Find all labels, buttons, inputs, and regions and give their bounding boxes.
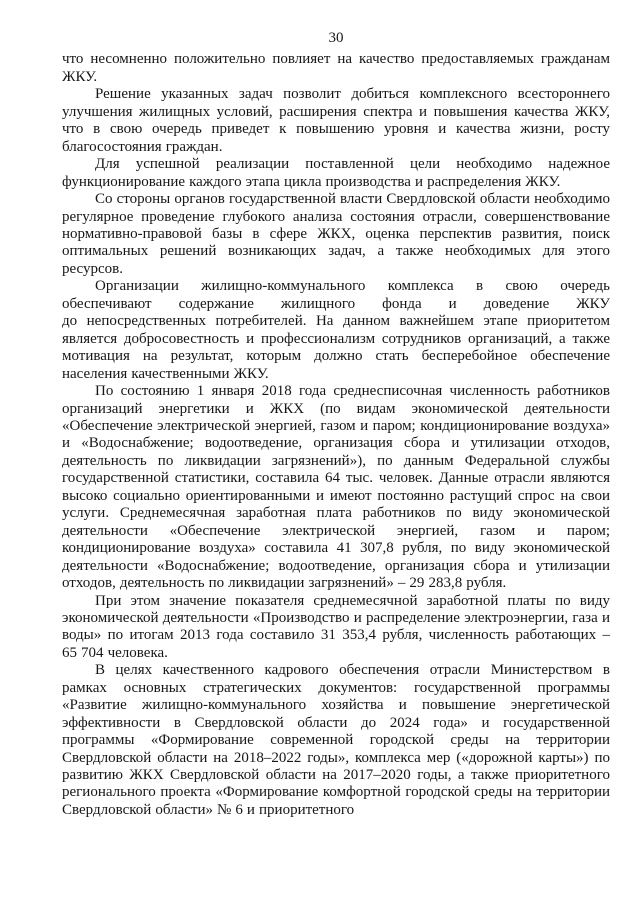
paragraph: Решение указанных задач позволит добиться комплексного всестороннего улучшения жилищных условий, расширения спектра и повышения качества ЖКУ, что в свою очередь приведет к повышению уровня и качества жизни, росту благосостояния граждан. <box>62 86 610 155</box>
paragraph: В целях качественного кадрового обеспечения отрасли Министерством в рамках основных стратегических документов: государственной программы «Развитие жилищно-коммунального хозяйства и повышение энергетической эффективности в Свердловской области до 2024 года» и государственной программы «Формирование современной городской среды на территории Свердловской области на 2018–2022 годы», комплекса мер («дорожной карты») по развитию ЖКХ Свердловской области на 2017–2020 годы, а также приоритетного регионального проекта «Формирование комфортной городской среды на территории Свердловской области» № 6 и приоритетного <box>62 662 610 818</box>
paragraph: что несомненно положительно повлияет на качество предоставляемых гражданам ЖКУ. <box>62 51 610 85</box>
paragraph: При этом значение показателя среднемесячной заработной платы по виду экономической деятельности «Производство и распределение электроэнергии, газа и воды» по итогам 2013 года составило 31 353,4 рубля, численность работающих – 65 704 человека. <box>62 592 610 661</box>
paragraph: По состоянию 1 января 2018 года среднесписочная численность работников организаций энергетики и ЖКХ (по видам экономической деятельности «Обеспечение электрической энергией, газом и паром; кондиционирование воздуха» и «Водоснабжение; водоотведение, организация сбора и утилизации отходов, деятельность по ликвидации загрязнений»), по данным Федеральной службы государственной статистики, составила 64 тыс. человек. Данные отрасли являются высоко социально ориентированными и имеют постоянно растущий спрос на свои услуги. Среднемесячная заработная плата работников по виду экономической деятельности «Обеспечение электрической энергией, газом и паром; кондиционирование воздуха» составила 41 307,8 рубля, по виду экономической деятельности «Водоснабжение; водоотведение, организация сбора и утилизации отходов, деятельность по ликвидации загрязнений» – 29 283,8 рубля. <box>62 383 610 592</box>
paragraph: Организации жилищно-коммунального комплекса в свою очередь обеспечивают содержание жилищного фонда и доведение ЖКУ до непосредственных потребителей. На данном важнейшем этапе приоритетом является добросовестность и профессионализм сотрудников организаций, а также мотивация на результат, которым должно стать бесперебойное обеспечение населения качественными ЖКУ. <box>62 278 610 382</box>
page-number: 30 <box>328 30 344 46</box>
page-content <box>62 51 610 819</box>
paragraph: Для успешной реализации поставленной цели необходимо надежное функционирование каждого этапа цикла производства и распределения ЖКУ. <box>62 156 610 190</box>
paragraph: Со стороны органов государственной власти Свердловской области необходимо регулярное проведение глубокого анализа состояния отрасли, совершенствование нормативно-правовой базы в сфере ЖКХ, оценка перспектив развития, поиск оптимальных решений возникающих задач, а также необходимых для этого ресурсов. <box>62 191 610 277</box>
